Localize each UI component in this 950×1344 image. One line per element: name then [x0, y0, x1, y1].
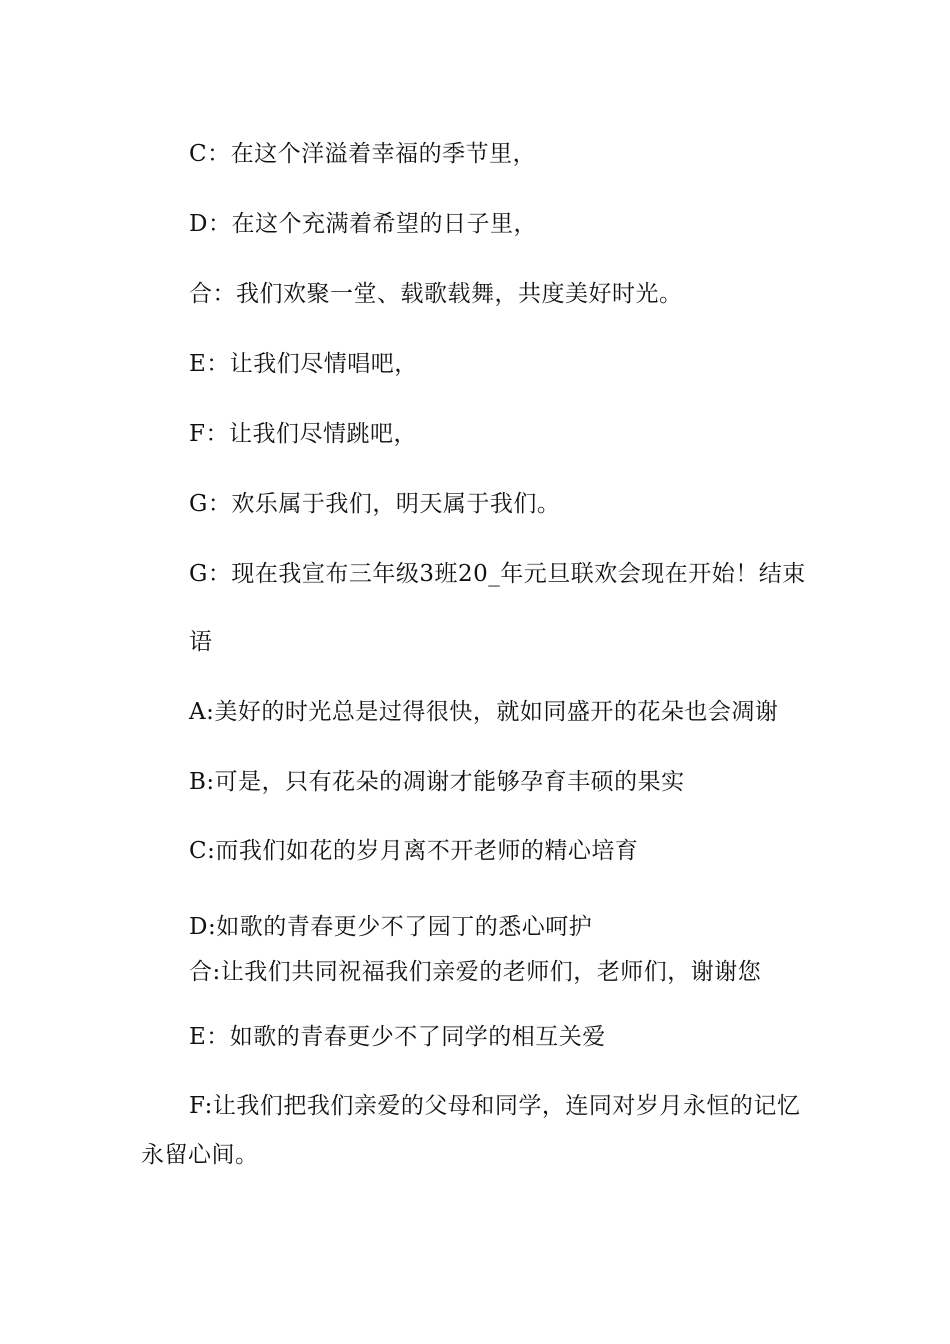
- text-line: 永留心间。: [141, 1142, 259, 1168]
- text-line: G：现在我宣布三年级3班20_年元旦联欢会现在开始！结束: [189, 561, 806, 587]
- text-line: B:可是，只有花朵的凋谢才能够孕育丰硕的果实: [189, 769, 685, 795]
- text-line: C：在这个洋溢着幸福的季节里，: [189, 141, 537, 167]
- text-line: 合：我们欢聚一堂、载歌载舞，共度美好时光。: [189, 281, 683, 307]
- text-line: 合:让我们共同祝福我们亲爱的老师们，老师们，谢谢您: [189, 959, 762, 985]
- text-line: E：让我们尽情唱吧，: [189, 351, 418, 377]
- text-line: D：在这个充满着希望的日子里，: [189, 211, 537, 237]
- text-line: A:美好的时光总是过得很快，就如同盛开的花朵也会凋谢: [189, 699, 779, 725]
- text-line: E：如歌的青春更少不了同学的相互关爱: [189, 1024, 606, 1050]
- text-line: G：欢乐属于我们，明天属于我们。: [189, 491, 561, 517]
- text-line: C:而我们如花的岁月离不开老师的精心培育: [189, 838, 639, 864]
- text-line: D:如歌的青春更少不了园丁的悉心呵护: [189, 914, 593, 940]
- text-line: F:让我们把我们亲爱的父母和同学，连同对岁月永恒的记忆: [189, 1093, 801, 1119]
- text-line: F：让我们尽情跳吧，: [189, 421, 417, 447]
- text-line: 语: [189, 629, 213, 655]
